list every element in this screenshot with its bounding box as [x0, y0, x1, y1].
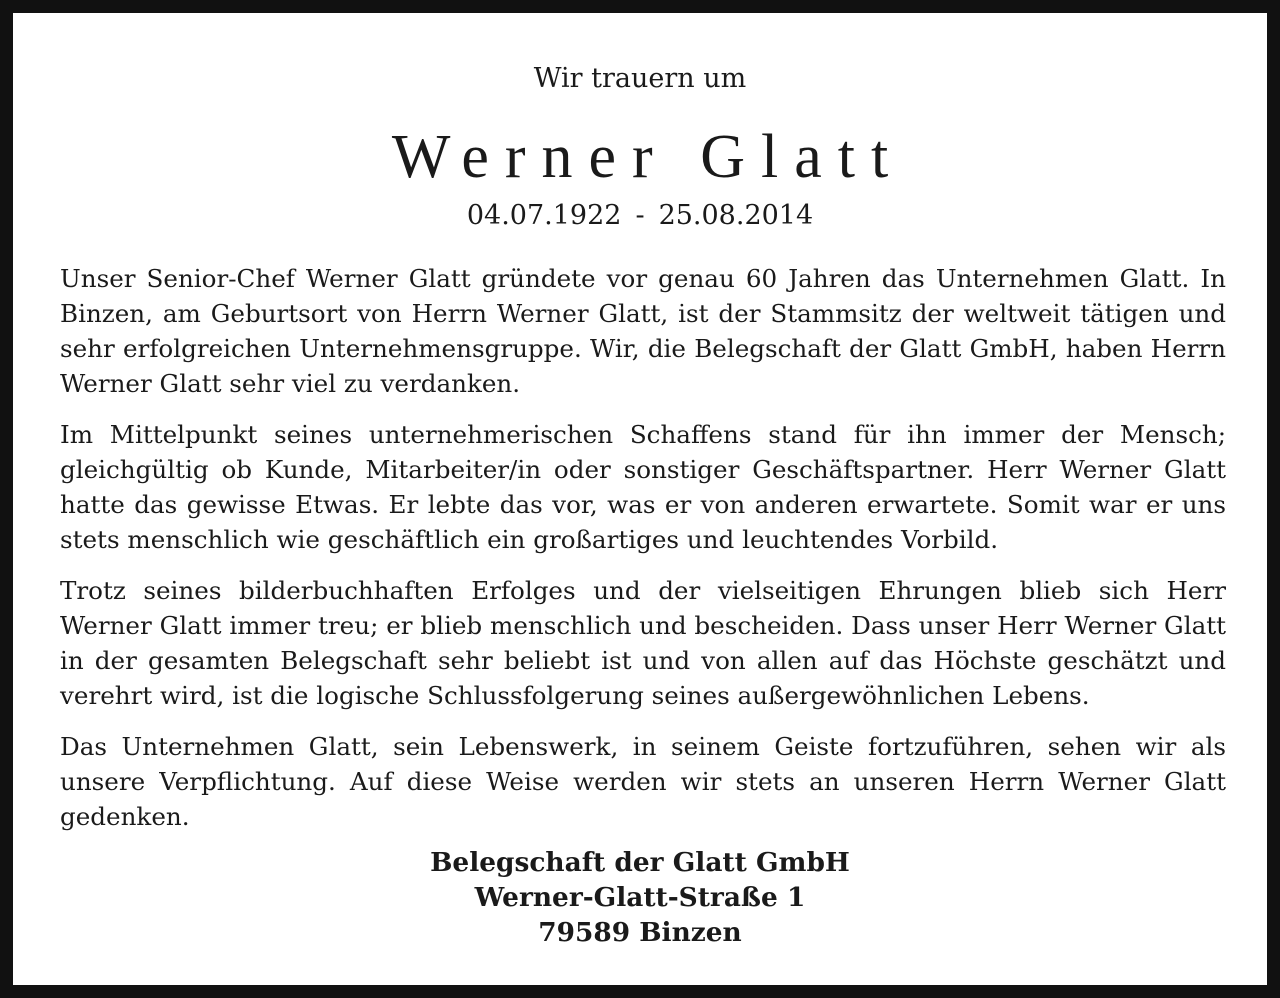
- birth-date: 04.07.1922: [466, 200, 622, 231]
- signature-city: 79589 Binzen: [538, 917, 742, 948]
- deceased-name: Werner Glatt: [391, 123, 905, 191]
- signature-organization: Belegschaft der Glatt GmbH: [430, 847, 850, 878]
- signature-block: [13, 845, 1267, 950]
- paragraph-3: Trotz seines bilderbuchhaften Erfolges und der vielseitigen Ehrungen blieb sich Herr Werner Glatt immer treu; er blieb menschlich und bescheiden. Dass unser Herr Werner Glatt in der gesamten Belegschaft sehr beliebt ist und von allen auf das Höchste geschätzt und verehrt wird, ist die logische Schlussfolgerung seines außergewöhnlichen Lebens.: [60, 576, 1226, 710]
- obituary-body: [60, 261, 1226, 850]
- date-separator: -: [635, 200, 645, 231]
- signature-street: Werner-Glatt-Straße 1: [474, 882, 806, 913]
- paragraph-2: Im Mittelpunkt seines unternehmerischen Schaffens stand für ihn immer der Mensch; gleichgültig ob Kunde, Mitarbeiter/in oder sonstiger Geschäftspartner. Herr Werner Glatt hatte das gewisse Etwas. Er lebte das vor, was er von anderen erwartete. Somit war er uns stets menschlich wie geschäftlich ein großartiges und leuchtendes Vorbild.: [60, 420, 1226, 554]
- intro-line: Wir trauern um: [533, 63, 747, 94]
- death-date: 25.08.2014: [658, 200, 814, 231]
- life-dates: [13, 198, 1267, 234]
- paragraph-1: Unser Senior-Chef Werner Glatt gründete vor genau 60 Jahren das Unternehmen Glatt. In Binzen, am Geburtsort von Herrn Werner Glatt, ist der Stammsitz der weltweit tätigen und sehr erfolgreichen Unternehmensgruppe. Wir, die Belegschaft der Glatt GmbH, haben Herrn Werner Glatt sehr viel zu verdanken.: [60, 264, 1226, 398]
- paragraph-4: Das Unternehmen Glatt, sein Lebenswerk, in seinem Geiste fortzuführen, sehen wir als unsere Verpflichtung. Auf diese Weise werden wir stets an unseren Herrn Werner Glatt gedenken.: [60, 732, 1226, 831]
